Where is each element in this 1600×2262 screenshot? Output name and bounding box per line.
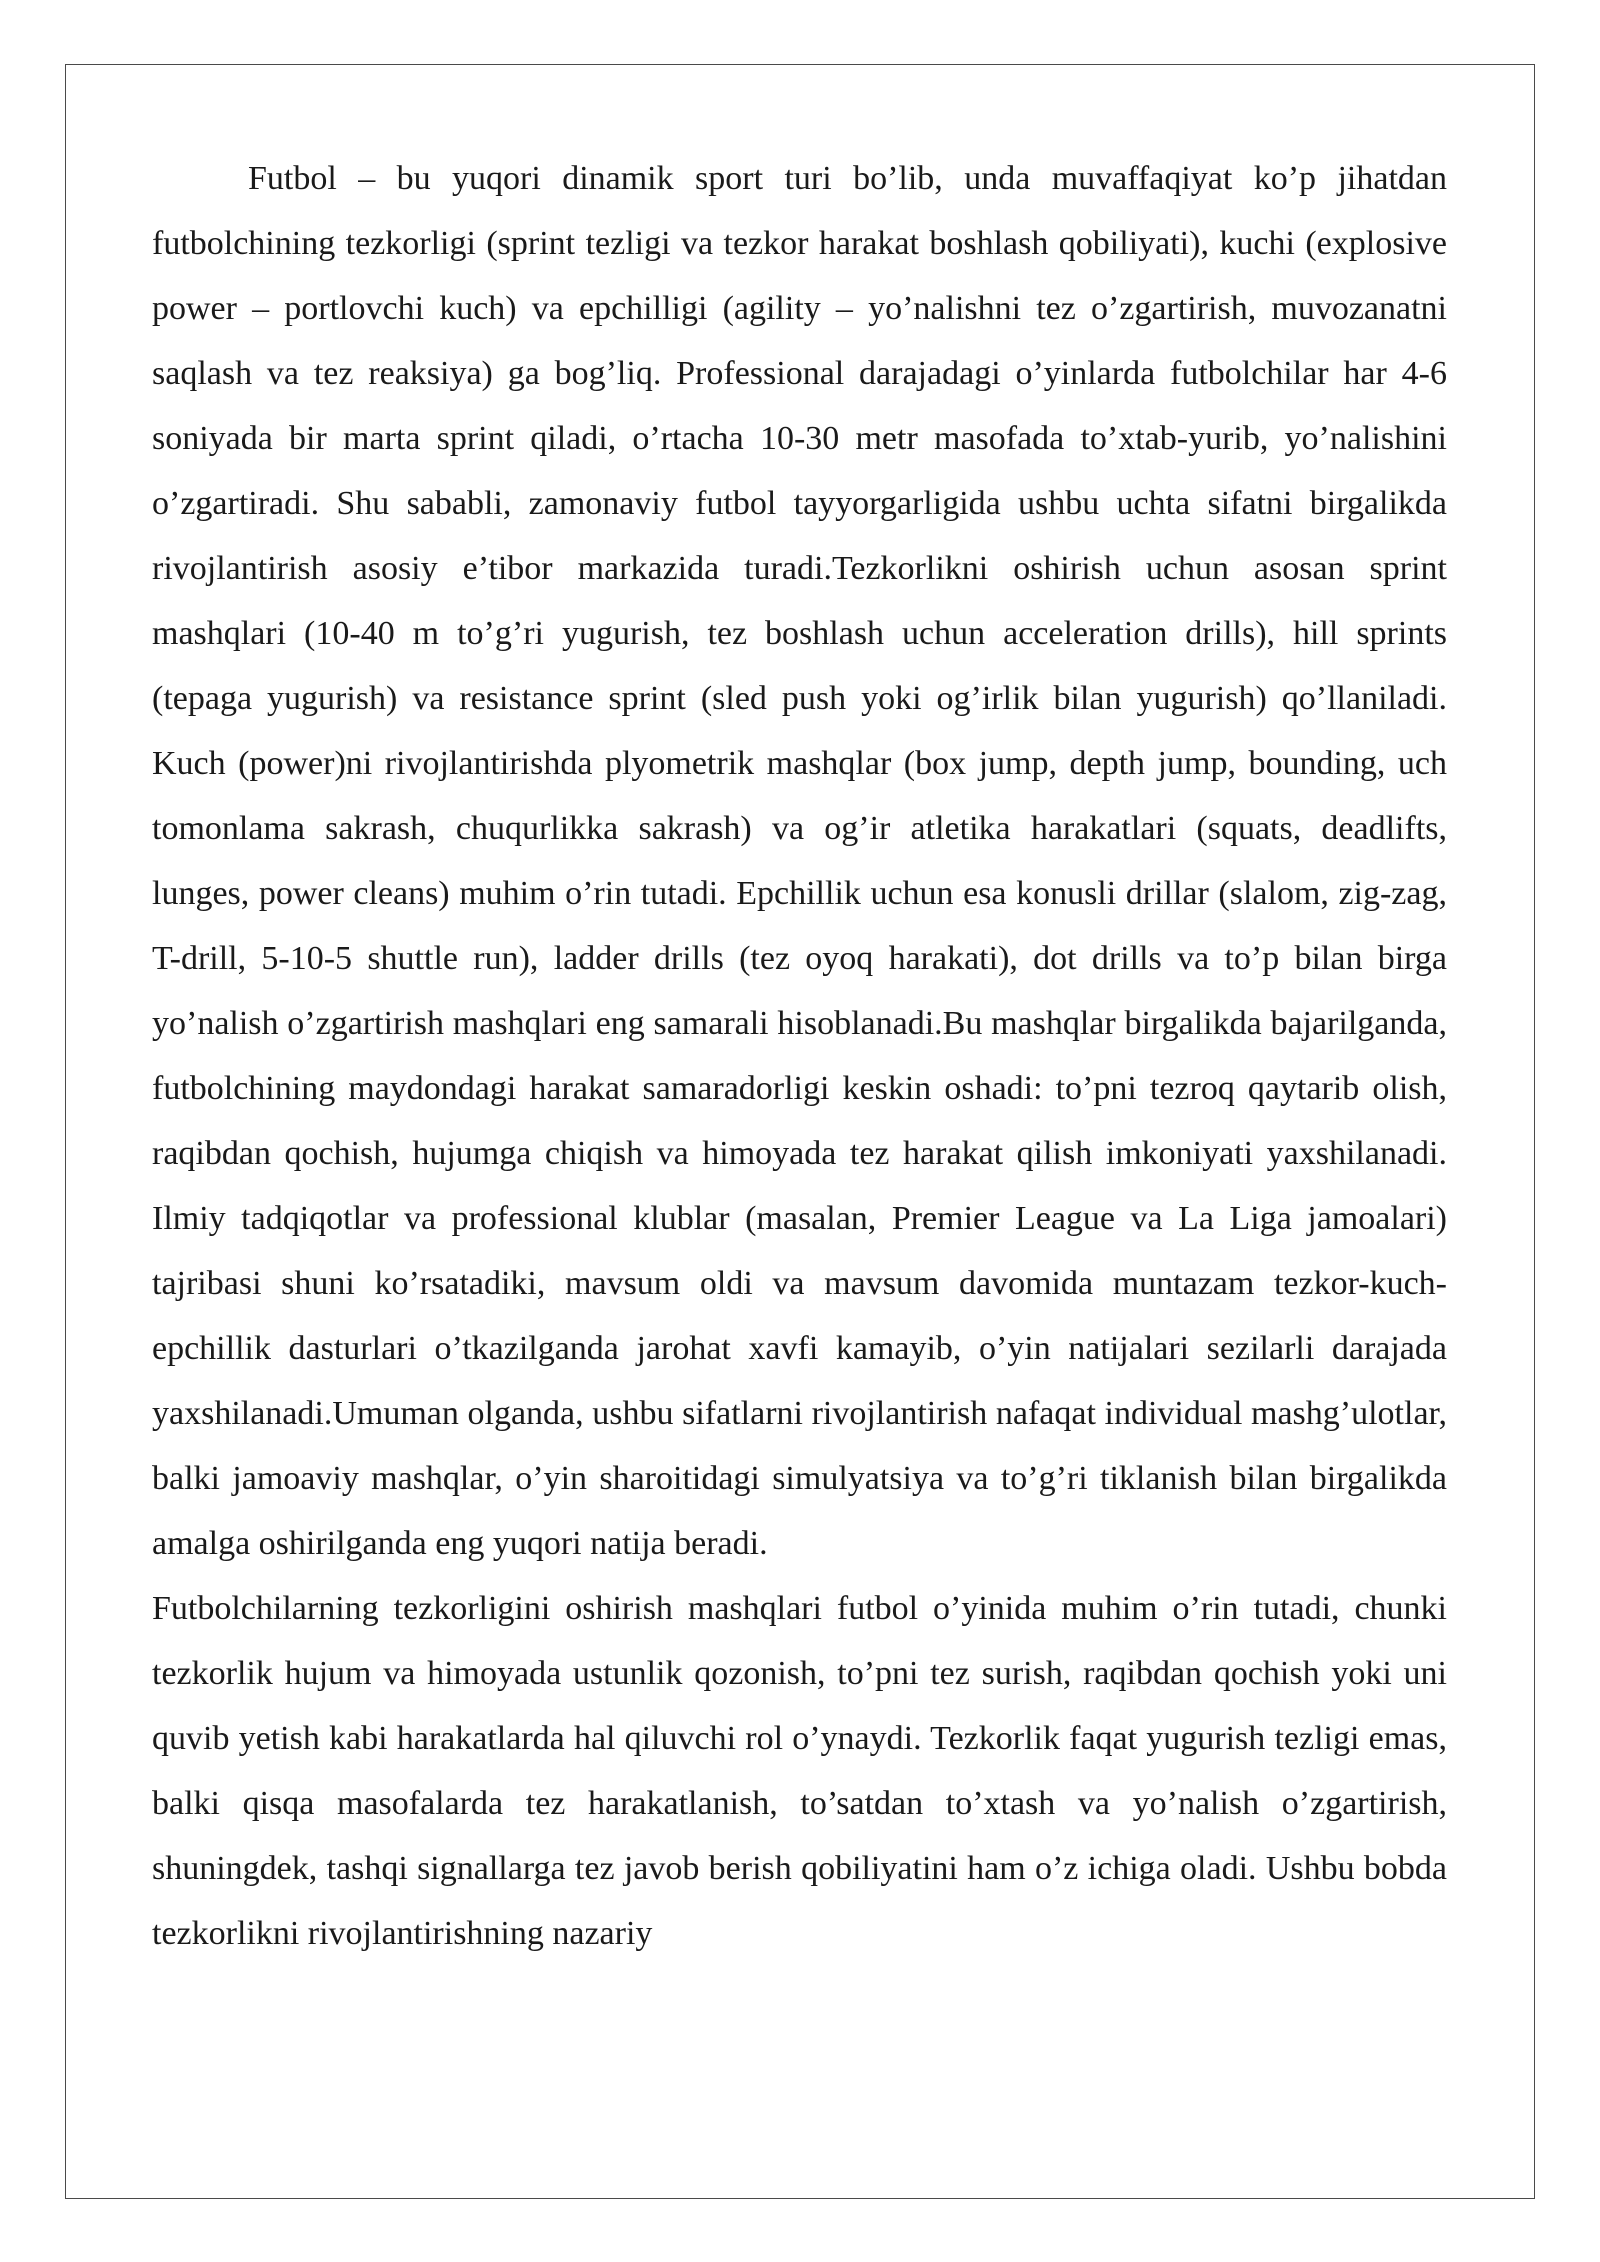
document-body	[152, 146, 1447, 1966]
paragraph-intro: Futbol – bu yuqori dinamik sport turi bo’lib, unda muvaffaqiyat ko’p jihatdan futbolchining tezkorligi (sprint tezligi va tezkor harakat boshlash qobiliyati), kuchi (explosive power – portlovchi kuch) va epchilligi (agility – yo’nalishni tez o’zgartirish, muvozanatni saqlash va tez reaksiya) ga bog’liq. Professional darajadagi o’yinlarda futbolchilar har 4-6 soniyada bir marta sprint qiladi, o’rtacha 10-30 metr masofada to’xtab-yurib, yo’nalishini o’zgartiradi. Shu sababli, zamonaviy futbol tayyorgarligida ushbu uchta sifatni birgalikda rivojlantirish asosiy e’tibor markazida turadi.Tezkorlikni oshirish uchun asosan sprint mashqlari (10-40 m to’g’ri yugurish, tez boshlash uchun acceleration drills), hill sprints (tepaga yugurish) va resistance sprint (sled push yoki og’irlik bilan yugurish) qo’llaniladi. Kuch (power)ni rivojlantirishda plyometrik mashqlar (box jump, depth jump, bounding, uch tomonlama sakrash, chuqurlikka sakrash) va og’ir atletika harakatlari (squats, deadlifts, lunges, power cleans) muhim o’rin tutadi. Epchillik uchun esa konusli drillar (slalom, zig-zag, T-drill, 5-10-5 shuttle run), ladder drills (tez oyoq harakati), dot drills va to’p bilan birga yo’nalish o’zgartirish mashqlari eng samarali hisoblanadi.Bu mashqlar birgalikda bajarilganda, futbolchining maydondagi harakat samaradorligi keskin oshadi: to’pni tezroq qaytarib olish, raqibdan qochish, hujumga chiqish va himoyada tez harakat qilish imkoniyati yaxshilanadi. Ilmiy tadqiqotlar va professional klublar (masalan, Premier League va La Liga jamoalari) tajribasi shuni ko’rsatadiki, mavsum oldi va mavsum davomida muntazam tezkor-kuch-epchillik dasturlari o’tkazilganda jarohat xavfi kamayib, o’yin natijalari sezilarli darajada yaxshilanadi.Umuman olganda, ushbu sifatlarni rivojlantirish nafaqat individual mashg’ulotlar, balki jamoaviy mashqlar, o’yin sharoitidagi simulyatsiya va to’g’ri tiklanish bilan birgalikda amalga oshirilganda eng yuqori natija beradi.	[152, 160, 1447, 1562]
paragraph-speed-training: Futbolchilarning tezkorligini oshirish mashqlari futbol o’yinida muhim o’rin tutadi, chunki tezkorlik hujum va himoyada ustunlik qozonish, to’pni tez surish, raqibdan qochish yoki uni quvib yetish kabi harakatlarda hal qiluvchi rol o’ynaydi. Tezkorlik faqat yugurish tezligi emas, balki qisqa masofalarda tez harakatlanish, to’satdan to’xtash va yo’nalish o’zgartirish, shuningdek, tashqi signallarga tez javob berish qobiliyatini ham o’z ichiga oladi. Ushbu bobda tezkorlikni rivojlantirishning nazariy	[152, 1590, 1447, 1952]
